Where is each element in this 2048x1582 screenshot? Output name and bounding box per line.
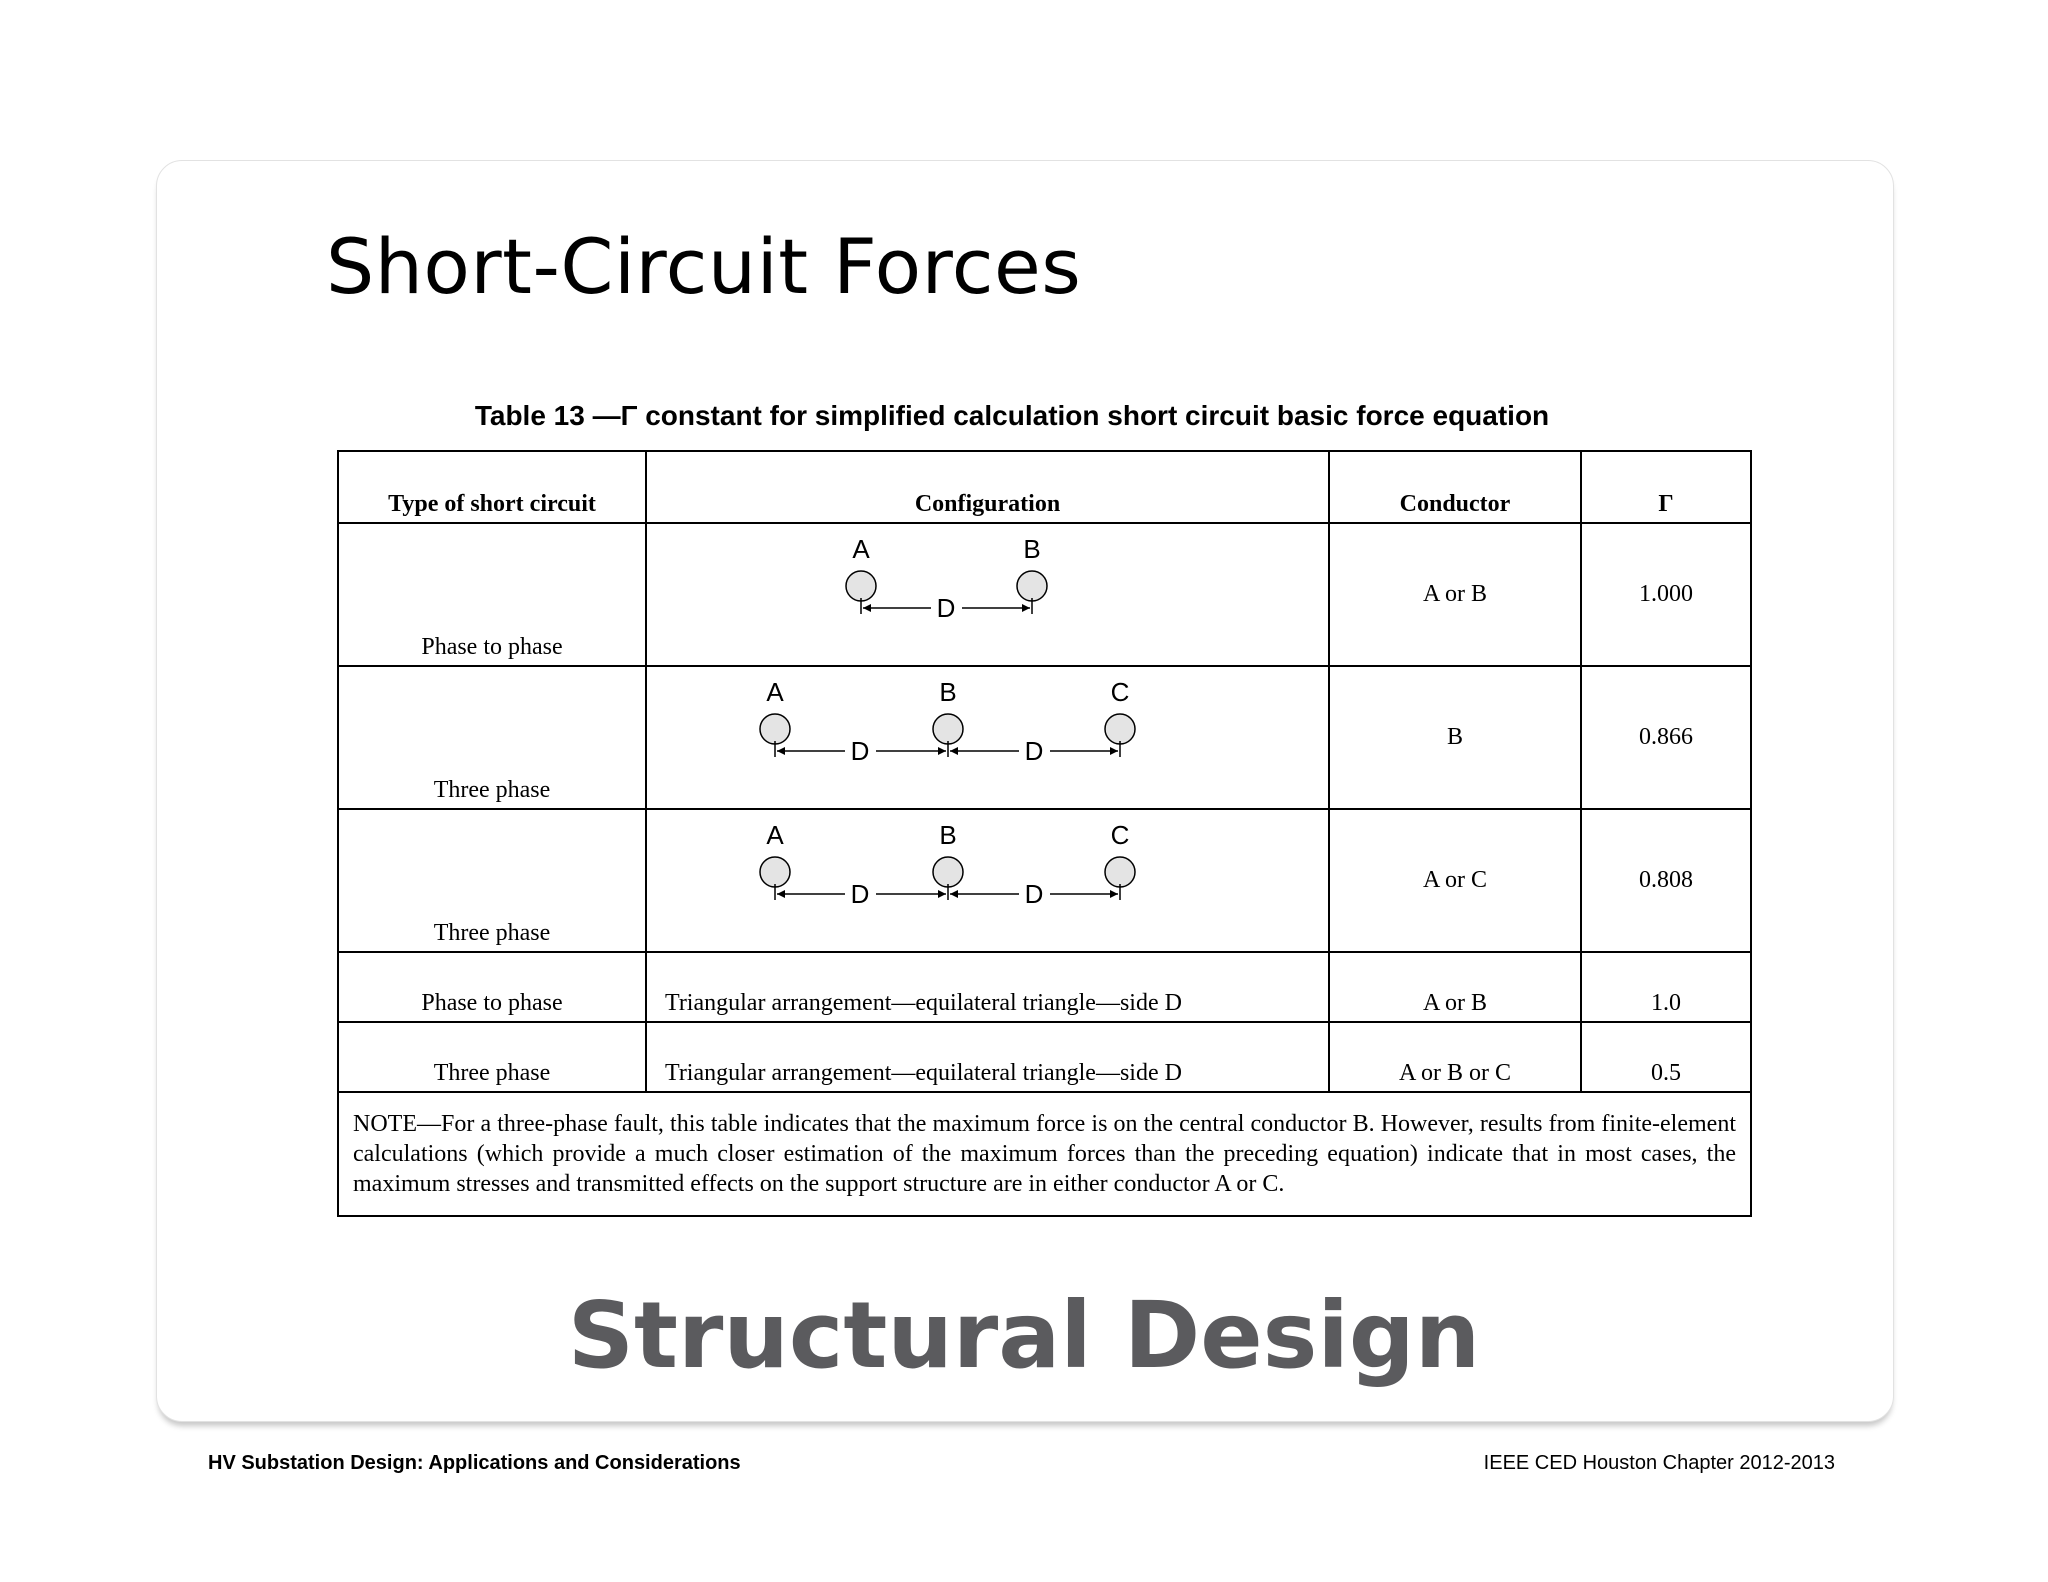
row-gamma: 0.808 bbox=[1581, 809, 1751, 952]
config-diagram-cell bbox=[646, 666, 1329, 809]
row-gamma: 1.000 bbox=[1581, 523, 1751, 666]
row-conductor: A or B bbox=[1329, 952, 1581, 1022]
conductor-b-circle bbox=[933, 857, 963, 887]
conductor-a-circle bbox=[760, 857, 790, 887]
row-conductor: B bbox=[1329, 666, 1581, 809]
note-row bbox=[338, 1092, 1751, 1216]
row-configuration: Triangular arrangement—equilateral triangle—side D bbox=[646, 952, 1329, 1022]
table-note: NOTE—For a three-phase fault, this table indicates that the maximum force is on the central conductor B. However, results from finite-element calculations (which provide a much closer estimation of the maximum forces than the preceding equation) indicate that in most cases, the maximum stresses and transmitted effects on the support structure are in either conductor A or C. bbox=[338, 1092, 1751, 1216]
config-diagram-cell bbox=[646, 809, 1329, 952]
conductor-c-circle bbox=[1105, 714, 1135, 744]
row-type: Phase to phase bbox=[338, 952, 646, 1022]
label-a: A bbox=[765, 676, 784, 707]
two-conductor-diagram bbox=[648, 528, 1328, 662]
row-conductor: A or B bbox=[1329, 523, 1581, 666]
table-row bbox=[338, 1022, 1751, 1092]
label-d: D bbox=[1024, 735, 1043, 766]
conductor-b-circle bbox=[1017, 571, 1047, 601]
table-row bbox=[338, 523, 1751, 666]
table-caption: Table 13 —Γ constant for simplified calculation short circuit basic force equation bbox=[474, 400, 1550, 431]
gamma-constant-table bbox=[337, 450, 1752, 1217]
conductor-b-circle bbox=[933, 714, 963, 744]
footer-left: HV Substation Design: Applications and Considerations bbox=[208, 1452, 741, 1474]
label-d: D bbox=[1024, 878, 1043, 909]
label-a: A bbox=[765, 819, 784, 850]
header-conductor: Conductor bbox=[1329, 451, 1581, 523]
header-gamma: Γ bbox=[1581, 451, 1751, 523]
table-row bbox=[338, 666, 1751, 809]
three-conductor-diagram bbox=[648, 671, 1328, 805]
label-d: D bbox=[850, 735, 869, 766]
row-type: Three phase bbox=[338, 809, 646, 952]
label-b: B bbox=[938, 676, 957, 707]
conductor-a-circle bbox=[846, 571, 876, 601]
row-conductor: A or B or C bbox=[1329, 1022, 1581, 1092]
section-heading: Structural Design bbox=[567, 1282, 1481, 1389]
label-d: D bbox=[936, 592, 955, 623]
config-diagram-cell bbox=[646, 523, 1329, 666]
header-type: Type of short circuit bbox=[338, 451, 646, 523]
slide-title: Short-Circuit Forces bbox=[326, 222, 1082, 311]
conductor-c-circle bbox=[1105, 857, 1135, 887]
footer-right: IEEE CED Houston Chapter 2012-2013 bbox=[1483, 1452, 1835, 1474]
row-gamma: 1.0 bbox=[1581, 952, 1751, 1022]
table-header-row bbox=[338, 451, 1751, 523]
label-b: B bbox=[1022, 533, 1041, 564]
row-gamma: 0.866 bbox=[1581, 666, 1751, 809]
label-a: A bbox=[851, 533, 870, 564]
row-type: Three phase bbox=[338, 666, 646, 809]
row-conductor: A or C bbox=[1329, 809, 1581, 952]
row-type: Three phase bbox=[338, 1022, 646, 1092]
label-b: B bbox=[938, 819, 957, 850]
three-conductor-diagram bbox=[648, 814, 1328, 948]
row-type: Phase to phase bbox=[338, 523, 646, 666]
row-gamma: 0.5 bbox=[1581, 1022, 1751, 1092]
table-row bbox=[338, 809, 1751, 952]
label-c: C bbox=[1110, 819, 1129, 850]
header-configuration: Configuration bbox=[646, 451, 1329, 523]
row-configuration: Triangular arrangement—equilateral triangle—side D bbox=[646, 1022, 1329, 1092]
conductor-a-circle bbox=[760, 714, 790, 744]
label-c: C bbox=[1110, 676, 1129, 707]
table-row bbox=[338, 952, 1751, 1022]
label-d: D bbox=[850, 878, 869, 909]
